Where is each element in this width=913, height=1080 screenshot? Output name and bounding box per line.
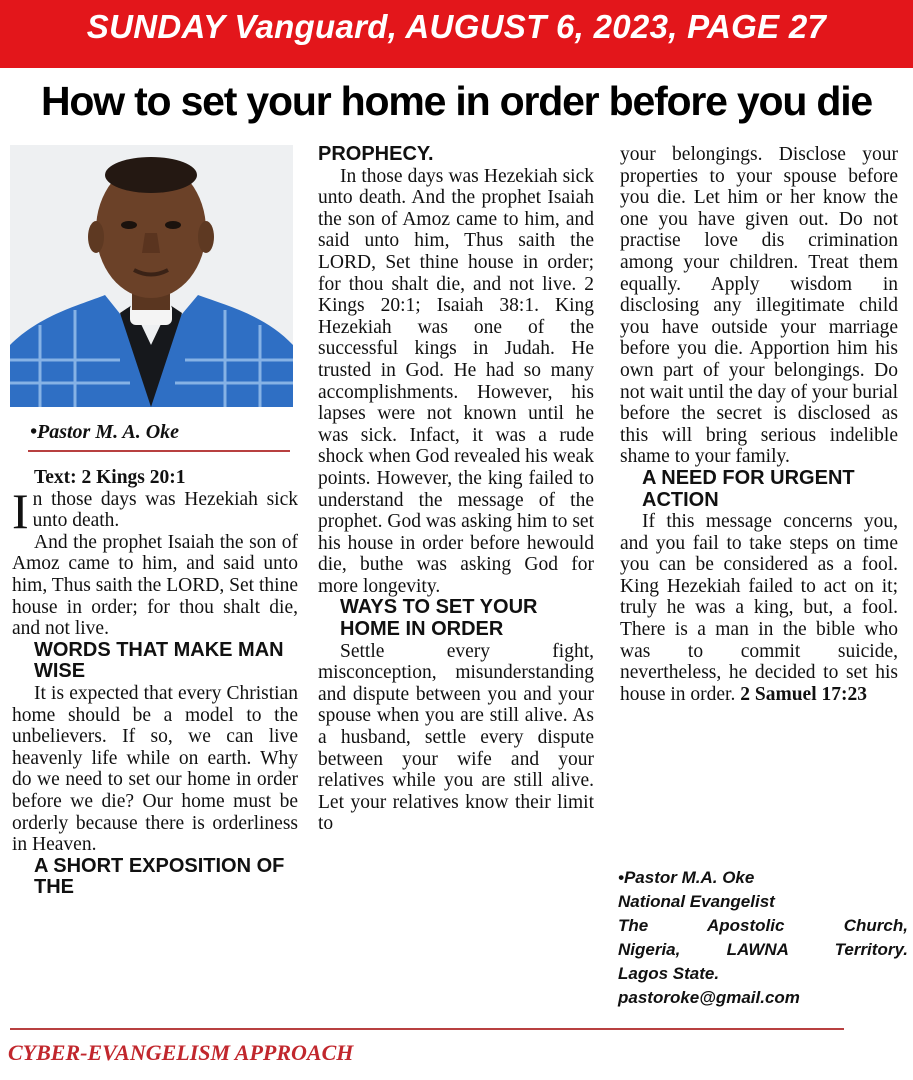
opening-text: n those days was Hezekiah sick unto death.	[32, 488, 298, 532]
column-2	[318, 144, 594, 1014]
author-location: Lagos State.	[618, 964, 720, 983]
author-byline	[618, 866, 908, 1010]
photo-caption: •Pastor M. A. Oke	[30, 421, 180, 443]
drop-cap: I	[12, 482, 29, 539]
column-1	[12, 467, 298, 997]
paragraph: Settle every fight, misconception, misunderstanding and dispute between you and your spouse when you are still alive. As a husband, settle every dispute between your wife and your relatives while you are still alive. Let your relatives know their limit to	[318, 640, 594, 835]
masthead-text: SUNDAY Vanguard, AUGUST 6, 2023, PAGE 27	[86, 8, 827, 45]
author-organization: The Apostolic Church,	[618, 916, 908, 935]
subheading: A NEED FOR URGENT ACTION	[642, 466, 855, 511]
section-footer: CYBER-EVANGELISM APPROACH	[8, 1040, 354, 1065]
paragraph: And the prophet Isaiah the son of Amoz came to him, and said unto him, Thus saith the LORD, Set thine house in order; for thou shalt die, and not live.	[12, 531, 298, 640]
subheading-continued: PROPHECY.	[318, 144, 434, 165]
bottom-divider	[10, 1028, 844, 1030]
paragraph: your belongings. Disclose your properties to your spouse before you die. Let him or her know the one you have given out. Do not practise love dis crimination among your children. Treat them equally. Apply wisdom in disclosing any illegitimate child you have outside your marriage before you die. Apportion him his own part of your belongings. Do not wait until the day of your burial before the secret is disclosed as this will bring serious indelible shame to your family.	[620, 144, 898, 468]
author-title: National Evangelist	[618, 892, 775, 911]
author-photo	[10, 145, 293, 407]
scripture-reference: Text: 2 Kings 20:1	[34, 467, 186, 488]
author-name: •Pastor M.A. Oke	[618, 868, 755, 887]
author-email: pastoroke@gmail.com	[618, 988, 800, 1007]
column-3	[620, 144, 898, 844]
paragraph: In those days was Hezekiah sick unto death. And the prophet Isaiah the son of Amoz came to him, and said unto him, Thus saith the LORD, Set thine house in order; for thou shalt die, and not live. 2 Kings 20:1; Isaiah 38:1. King Hezekiah was one of the successful kings in Judah. He trusted in God. He had so many accomplishments. However, his lapses were not known until he was sick. Infact, it was a rude shock when God revealed his weak points. However, the king failed to understand the message of the prophet. God was asking him to set his house in order before hewould die, buthe was asking God for more longevity.	[318, 165, 594, 597]
subheading: WAYS TO SET YOUR HOME IN ORDER	[340, 596, 538, 641]
caption-divider	[28, 450, 290, 452]
subheading: WORDS THAT MAKE MAN WISE	[34, 638, 284, 683]
author-territory: Nigeria, LAWNA Territory.	[618, 940, 908, 959]
paragraph: It is expected that every Christian home should be a model to the unbelievers. If so, we can live heavenly life while on earth. Why do we need to set our home in order before we die? Our home must be orderly because there is orderliness in Heaven.	[12, 682, 298, 856]
masthead-banner	[0, 0, 913, 68]
paragraph-text: If this message concerns you, and you fail to take steps on time you can be considered as a fool. King Hezekiah failed to act on it; truly he was a king, but, a fool. There is a man in the bible who was to commit suicide, nevertheless, he decided to set his house in order.	[620, 511, 898, 705]
article-headline: How to set your home in order before you die	[40, 78, 873, 124]
bible-reference: 2 Samuel 17:23	[740, 683, 867, 705]
subheading: A SHORT EXPOSITION OF THE	[34, 854, 285, 899]
opening-paragraph	[12, 482, 298, 539]
paragraph	[620, 511, 898, 705]
